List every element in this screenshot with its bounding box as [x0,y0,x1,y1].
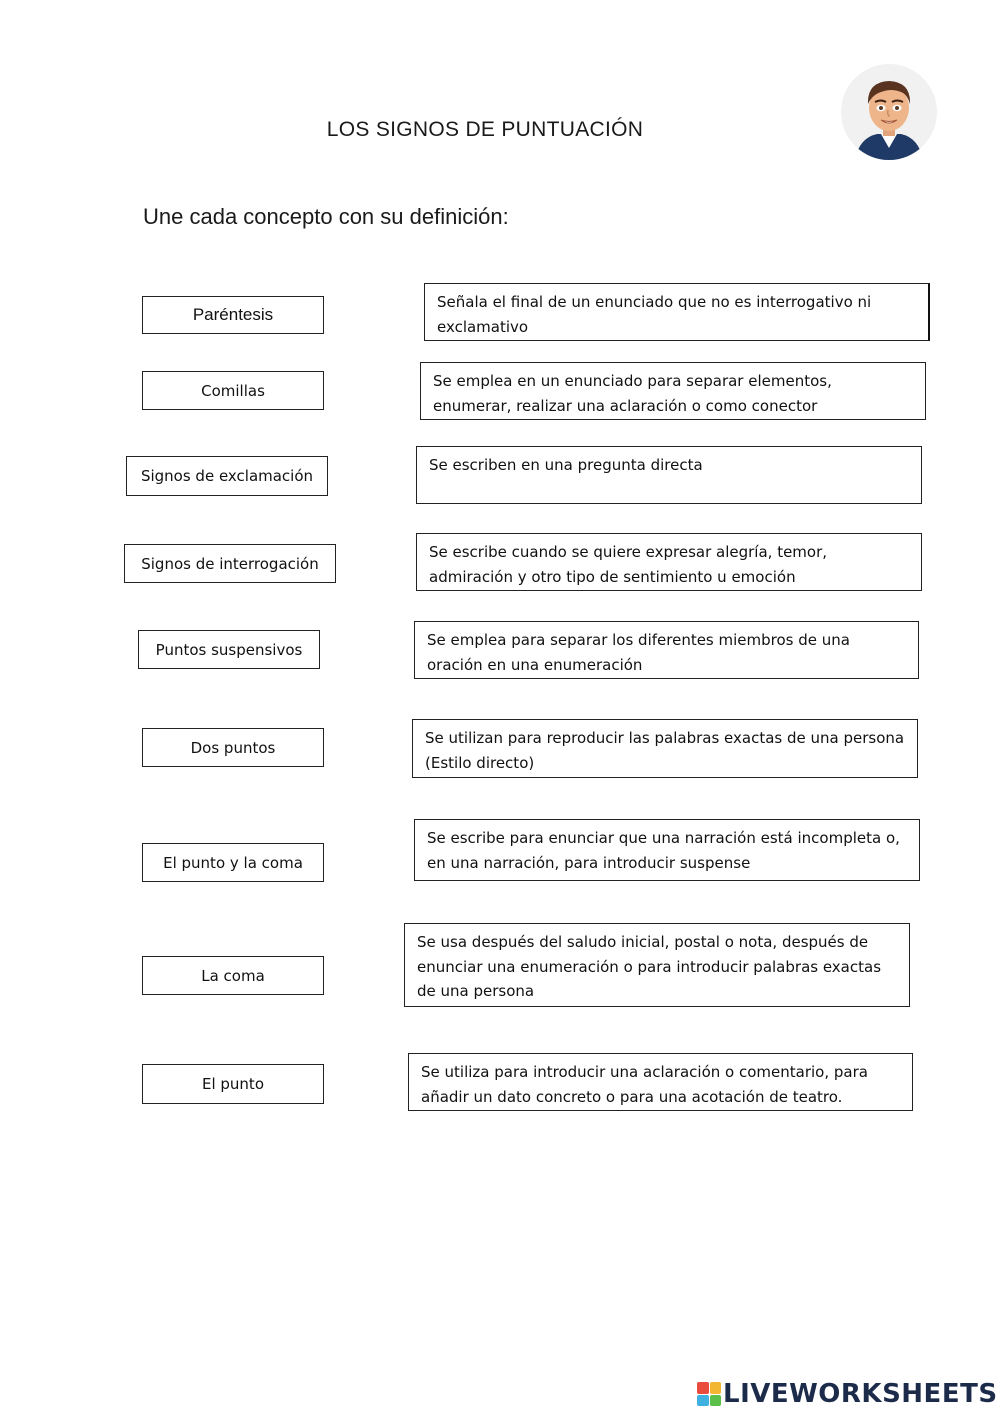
definition-box-4[interactable]: Se escribe cuando se quiere expresar alegría, temor, admiración y otro tipo de sentimiento u emoción [416,533,922,591]
definition-box-8[interactable]: Se usa después del saludo inicial, postal o nota, después de enunciar una enumeración o para introducir palabras exactas de una persona [404,923,910,1007]
instruction-text: Une cada concepto con su definición: [143,204,509,229]
concept-box-comillas[interactable]: Comillas [142,371,324,410]
concept-box-punto-y-coma[interactable]: El punto y la coma [142,843,324,882]
definition-box-2[interactable]: Se emplea en un enunciado para separar elementos, enumerar, realizar una aclaración o como conector [420,362,926,420]
liveworksheets-logo [697,1378,998,1410]
concept-box-interrogacion[interactable]: Signos de interrogación [124,544,336,583]
definition-box-7[interactable]: Se escribe para enunciar que una narración está incompleta o, en una narración, para introducir suspense [414,819,920,881]
liveworksheets-logo-text: LIVEWORKSHEETS [723,1379,998,1409]
definition-box-3[interactable]: Se escriben en una pregunta directa [416,446,922,504]
definition-box-5[interactable]: Se emplea para separar los diferentes miembros de una oración en una enumeración [414,621,919,679]
concept-box-dos-puntos[interactable]: Dos puntos [142,728,324,767]
concept-box-exclamacion[interactable]: Signos de exclamación [126,456,328,496]
teacher-avatar [841,64,937,160]
concept-box-la-coma[interactable]: La coma [142,956,324,995]
concept-box-el-punto[interactable]: El punto [142,1064,324,1104]
definition-box-1[interactable]: Señala el final de un enunciado que no es interrogativo ni exclamativo [424,283,930,341]
liveworksheets-logo-icon [697,1382,721,1406]
definition-box-9[interactable]: Se utiliza para introducir una aclaración o comentario, para añadir un dato concreto o para una acotación de teatro. [408,1053,913,1111]
page-title: LOS SIGNOS DE PUNTUACIÓN [326,118,644,141]
concept-box-puntos-suspensivos[interactable]: Puntos suspensivos [138,630,320,669]
definition-box-6[interactable]: Se utilizan para reproducir las palabras exactas de una persona (Estilo directo) [412,719,918,778]
concept-box-parentesis[interactable]: Paréntesis [142,296,324,334]
avatar-illustration [841,64,937,160]
